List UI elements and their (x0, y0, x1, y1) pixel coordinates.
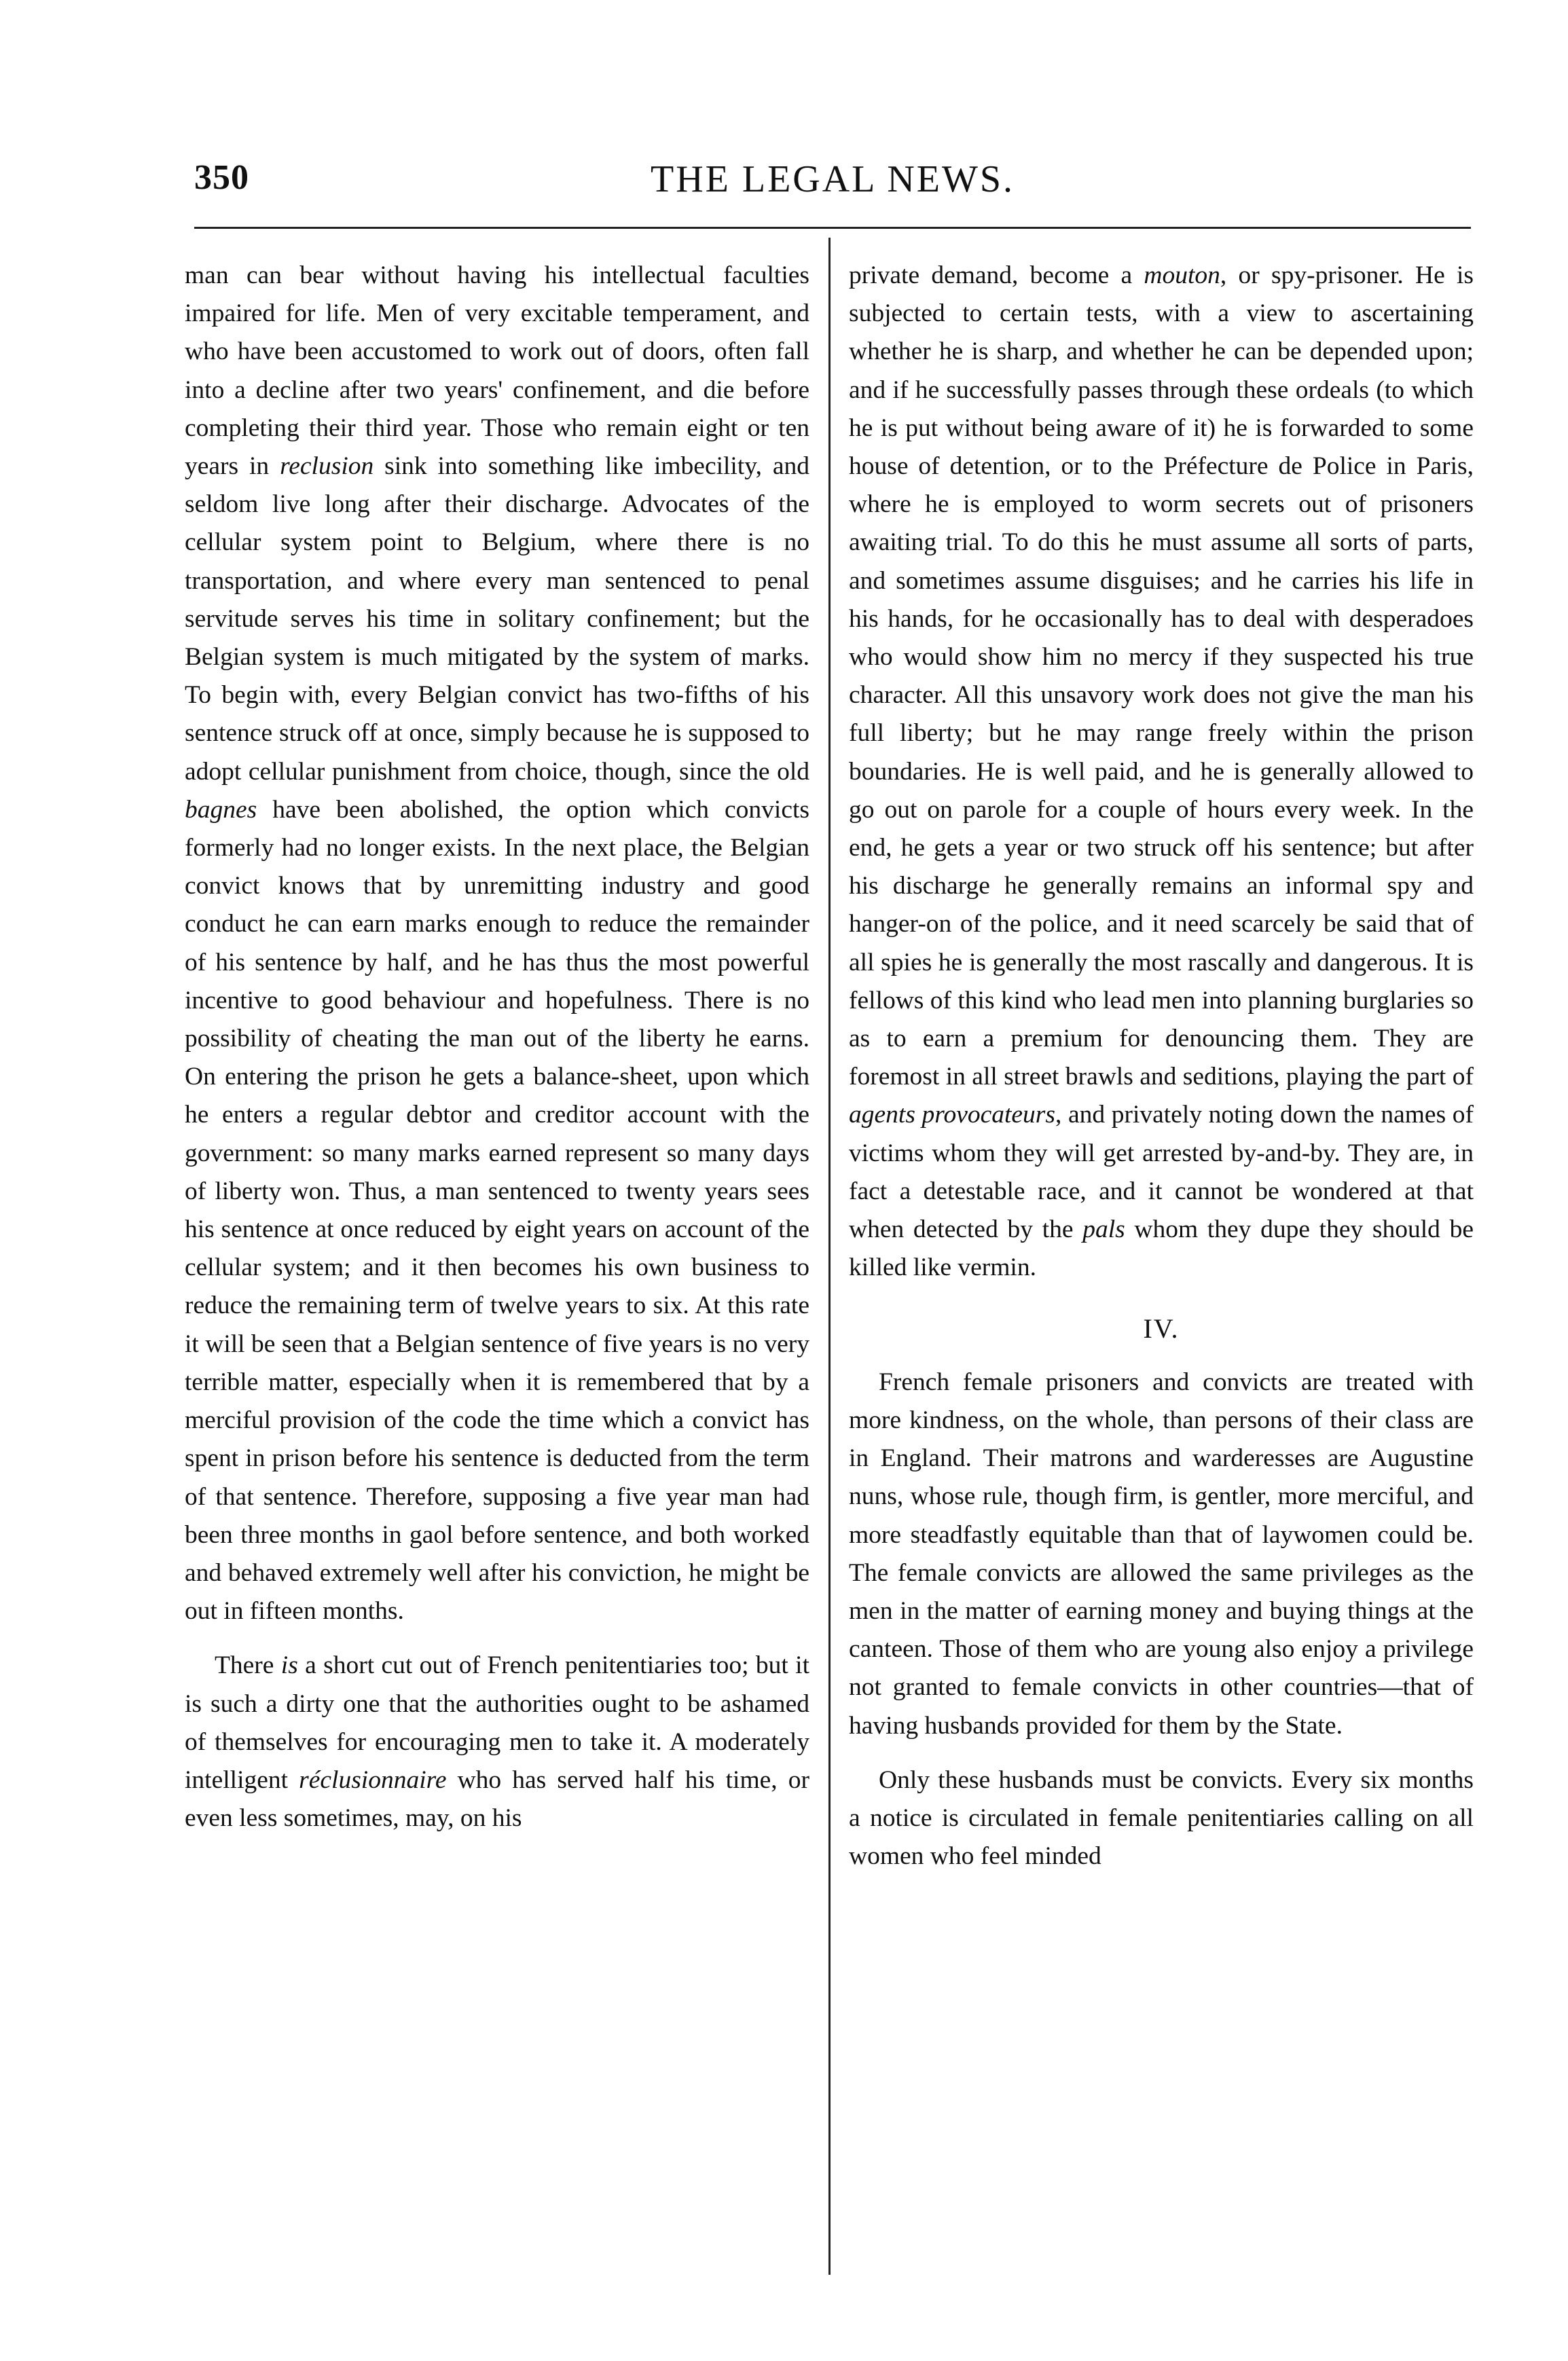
right-column (849, 257, 1474, 1875)
italic-term: is (280, 1651, 298, 1680)
left-paragraph-2 (185, 1647, 809, 1837)
italic-term: bagnes (185, 795, 257, 824)
right-paragraph-1 (849, 257, 1474, 1287)
italic-term: réclusionnaire (299, 1765, 447, 1794)
text-run: , and privately noting down the names of victims whom they will get arrested by-and-by. They are, in fact a detestable race, and it cannot be wondered at that when detected by the (849, 1101, 1474, 1244)
page-header (194, 158, 1471, 212)
right-paragraph-2: French female prisoners and convicts are treated with more kindness, on the whole, than persons of their class are in England. Their matrons and warderesses are Augustine nuns, whose rule, though firm, is gentler, more merciful, and more steadfastly equitable than that of laywomen could be. The female convicts are allowed the same privileges as the men in the matter of earning money and buying things at the canteen. Those of them who are young also enjoy a privilege not granted to female convicts in other countries—that of having husbands provided for them by the State. (849, 1368, 1474, 1740)
text-run: have been abolished, the option which convicts formerly had no longer exists. In the next place, the Belgian convict knows that by unremitting industry and good conduct he can earn marks enough to reduce the remainder of his sentence by half, and he has thus the most powerful incentive to good behaviour and hopefulness. There is no possibility of cheating the man out of the liberty he earns. On entering the prison he gets a balance-sheet, upon which he enters a regular debtor and creditor account with the government: so many marks earned represent so many days of liberty won. Thus, a man sentenced to twenty years sees his sentence at once reduced by eight years on account of the cellular system; and it then becomes his own business to reduce the remaining term of twelve years to six. At this rate it will be seen that a Belgian sentence of five years is no very terrible matter, especially when it is remembered that by a merciful provision of the code the time which a convict has spent in prison before his sentence is deducted from the term of that sentence. Therefore, supposing a five year man had been three months in gaol before sentence, and both worked and behaved extremely well after his conviction, he might be out in fifteen months. (185, 795, 809, 1626)
right-paragraph-3: Only these husbands must be convicts. Every six months a notice is circulated in female penitentiaries calling on all women who feel minded (849, 1765, 1474, 1871)
text-run: There (215, 1651, 281, 1680)
column-divider (828, 238, 831, 2275)
left-column (185, 257, 809, 1837)
header-rule (194, 227, 1471, 229)
text-run: who has served half his time, or even less sometimes, may, on his (185, 1765, 809, 1833)
italic-term: pals (1082, 1215, 1125, 1244)
left-paragraph-1 (185, 257, 809, 1630)
text-run: a short cut out of French penitentiaries too; but it is such a dirty one that the authorities ought to be ashamed of themselves for encouraging men to take it. A moderately intelligent (185, 1651, 810, 1794)
italic-term: reclusion (280, 452, 374, 481)
text-run: whom they dupe they should be killed like vermin. (849, 1215, 1474, 1282)
italic-term: mouton (1144, 261, 1220, 289)
italic-term: agents provocateurs (849, 1101, 1055, 1129)
section-heading: IV. (1143, 1313, 1180, 1344)
text-run: private demand, become a (849, 261, 1144, 289)
text-run: sink into something like imbecility, and seldom live long after their discharge. Advocates of the cellular system point to Belgium, where there is no transportation, and where every man sentenced to penal servitude serves his time in solitary confinement; but the Belgian system is much mitigated by the system of marks. To begin with, every Belgian convict has two-fifths of his sentence struck off at once, simply because he is supposed to adopt cellular punishment from choice, though, since the old (185, 452, 809, 786)
running-title: THE LEGAL NEWS. (651, 158, 1015, 200)
text-run: man can bear without having his intellectual faculties impaired for life. Men of very excitable temperament, and who have been accustomed to work out of doors, often fall into a decline after two years' confinement, and die before completing their third year. Those who remain eight or ten years in (185, 261, 809, 481)
page-number: 350 (194, 158, 249, 197)
text-run: , or spy-prisoner. He is subjected to certain tests, with a view to ascertaining whether he is sharp, and whether he can be depended upon; and if he successfully passes through these ordeals (to which he is put without being aware of it) he is forwarded to some house of detention, or to the Préfecture de Police in Paris, where he is employed to worm secrets out of prisoners awaiting trial. To do this he must assume all sorts of parts, and sometimes assume disguises; and he carries his life in his hands, for he occasionally has to deal with desperadoes who would show him no mercy if they suspected his true character. All this unsavory work does not give the man his full liberty; but he may range freely within the prison boundaries. He is well paid, and he is generally allowed to go out on parole for a couple of hours every week. In the end, he gets a year or two struck off his sentence; but after his discharge he generally remains an informal spy and hanger-on of the police, and it need scarcely be said that of all spies he is generally the most rascally and dangerous. It is fellows of this kind who lead men into planning burglaries so as to earn a premium for denouncing them. They are foremost in all street brawls and seditions, playing the part of (849, 261, 1474, 1091)
